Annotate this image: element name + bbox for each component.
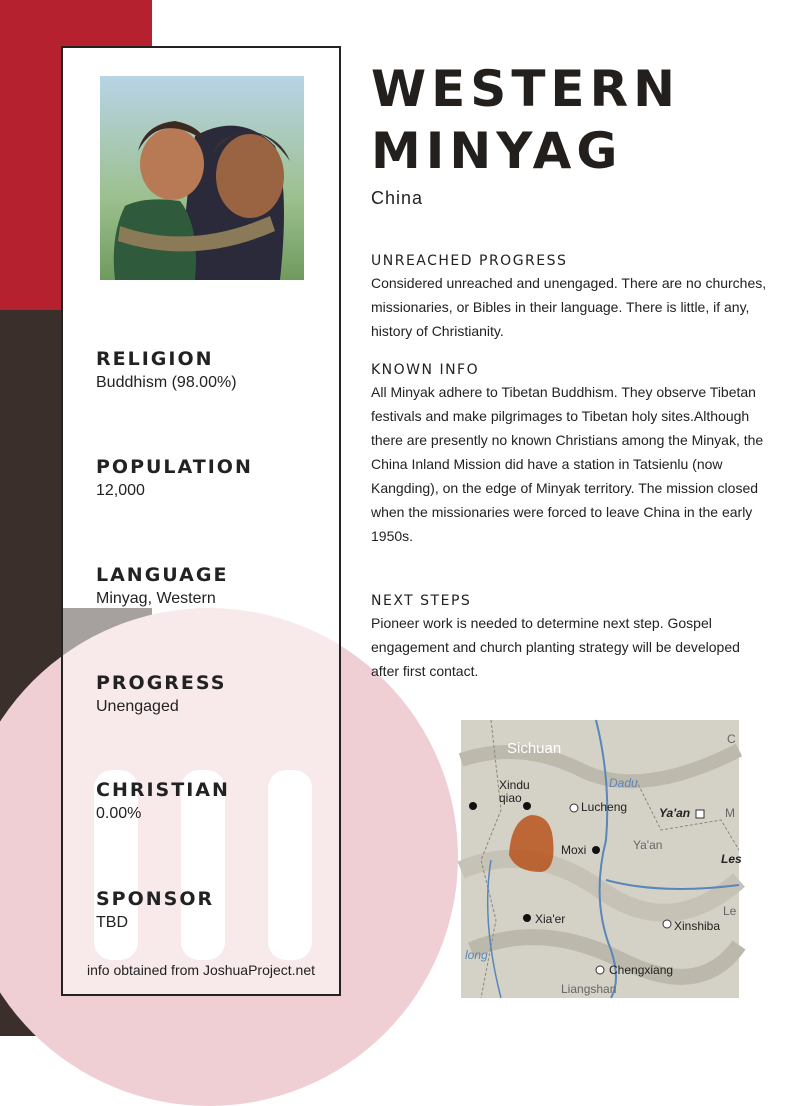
stat-progress (96, 672, 226, 716)
stat-value: Minyag, Western (96, 590, 216, 607)
map-label: Xindu (499, 778, 530, 792)
map-label: M (725, 806, 735, 820)
map-label: Le (723, 904, 737, 918)
stat-label: SPONSOR (96, 888, 215, 910)
decorative-pill (268, 770, 312, 960)
title-line: WESTERN (371, 60, 680, 118)
page-title (371, 58, 680, 182)
stat-religion (96, 348, 237, 392)
stat-language (96, 564, 228, 608)
map-label: Ya'an (633, 838, 663, 852)
stat-value: Unengaged (96, 698, 179, 715)
stat-label: CHRISTIAN (96, 779, 230, 801)
portrait-photo (100, 76, 304, 280)
map-label: Liangshan (561, 982, 617, 996)
map-label: qiao (499, 791, 522, 805)
stat-value: TBD (96, 914, 128, 931)
source-credit: info obtained from JoshuaProject.net (86, 962, 316, 978)
map-label: Xinshiba (674, 919, 721, 933)
stat-label: RELIGION (96, 348, 214, 370)
section-next-steps (371, 593, 771, 683)
map-label: Chengxiang (609, 963, 674, 977)
section-body: All Minyak adhere to Tibetan Buddhism. They observe Tibetan festivals and make pilgrimages to Tibetan holy sites.Although there are presently no known Christians among the Minyak, the China Inland Mission did have a station in Tatsienlu (now Kangding), on the edge of Minyak territory. The mission closed when the missionaries were forced to leave China in the early 1950s. (371, 384, 764, 544)
map-label: Lucheng (581, 800, 628, 814)
stat-christian (96, 779, 230, 823)
stat-sponsor (96, 888, 214, 932)
map-label: C (727, 732, 736, 746)
country-subtitle: China (371, 188, 424, 208)
map-label: Dadu (609, 776, 638, 790)
title-line: MINYAG (371, 122, 623, 180)
stat-label: LANGUAGE (96, 564, 229, 586)
stat-label: POPULATION (96, 456, 253, 478)
stat-population (96, 456, 253, 500)
profile-card (61, 46, 341, 996)
region-map (461, 720, 742, 998)
stat-label: PROGRESS (96, 672, 227, 694)
stat-value: 12,000 (96, 482, 145, 499)
map-label: Les (721, 852, 742, 866)
map-label: Moxi (561, 843, 587, 857)
section-heading: UNREACHED PROGRESS (371, 253, 568, 269)
section-heading: KNOWN INFO (371, 362, 480, 378)
section-heading: NEXT STEPS (371, 593, 472, 609)
stat-value: 0.00% (96, 805, 142, 822)
section-body: Pioneer work is needed to determine next step. Gospel engagement and church planting strategy will be developed after first contact. (371, 615, 740, 679)
section-unreached-progress (371, 253, 771, 343)
section-known-info (371, 362, 771, 548)
section-body: Considered unreached and unengaged. There are no churches, missionaries, or Bibles in their language. There is little, if any, history of Christianity. (371, 275, 767, 339)
stat-value: Buddhism (98.00%) (96, 374, 237, 391)
map-label: Sichuan (507, 740, 562, 757)
map-label: Xia'er (535, 912, 566, 926)
map-label: Ya'an (659, 806, 691, 820)
map-label: long (465, 948, 488, 962)
